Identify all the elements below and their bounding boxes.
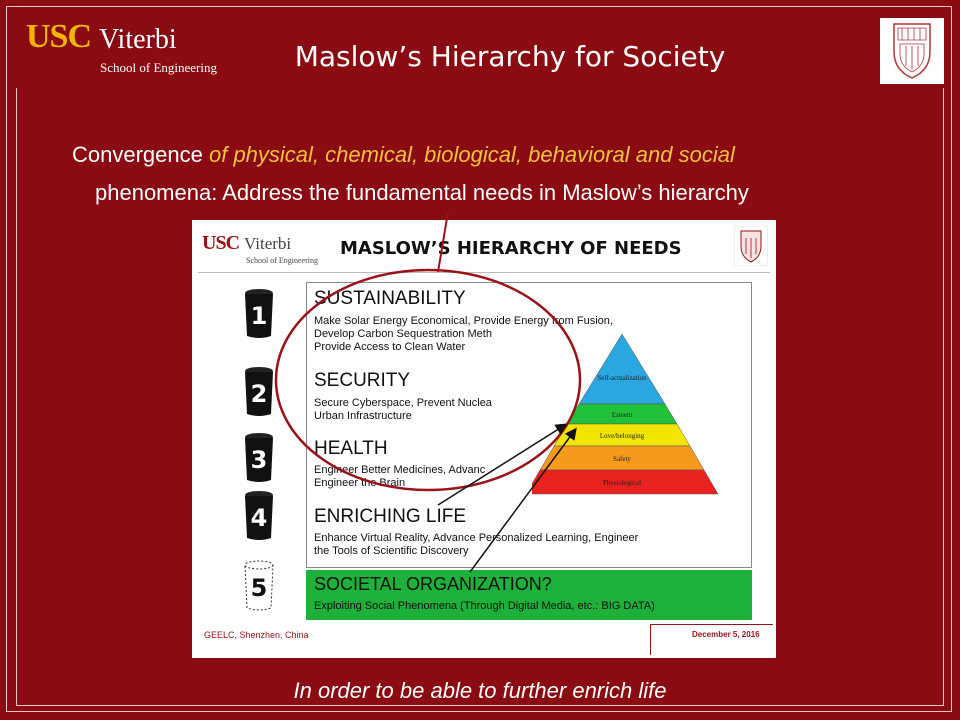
figure-footer-location: GEELC, Shenzhen, China bbox=[204, 630, 309, 640]
figure-viterbi-logo: Viterbi bbox=[244, 234, 292, 253]
intro-line-2: phenomena: Address the fundamental needs in Maslow’s hierarchy bbox=[95, 180, 749, 205]
pyramid-label: Esteem bbox=[611, 411, 633, 419]
section-heading-health: HEALTH bbox=[314, 438, 388, 459]
bucket-number: 5 bbox=[250, 574, 268, 602]
pointer-line bbox=[438, 212, 448, 272]
arrow-enriching-life bbox=[438, 425, 565, 505]
bucket-number: 4 bbox=[250, 504, 268, 532]
figure-school-subtitle: School of Engineering bbox=[246, 256, 318, 265]
viterbi-logo-text: Viterbi bbox=[99, 24, 177, 55]
societal-heading: SOCIETAL ORGANIZATION? bbox=[314, 574, 552, 594]
section-line: Engineer Better Medicines, Advanc bbox=[314, 464, 486, 476]
bucket-number: 2 bbox=[250, 380, 268, 408]
slide-title: Maslow’s Hierarchy for Society bbox=[294, 40, 726, 73]
section-line: Make Solar Energy Economical, Provide Energy from Fusion, bbox=[314, 315, 613, 327]
figure-usc-logo: USC bbox=[202, 232, 240, 254]
section-line: Develop Carbon Sequestration Meth bbox=[314, 328, 492, 340]
bucket-number: 1 bbox=[250, 302, 268, 330]
bucket-number: 3 bbox=[250, 446, 268, 474]
section-heading-security: SECURITY bbox=[314, 370, 411, 391]
intro-lead: Convergence bbox=[72, 142, 209, 167]
figure-footer-date: December 5, 2016 bbox=[692, 630, 760, 639]
pyramid-label: Safety bbox=[613, 455, 631, 463]
section-heading-sustainability: SUSTAINABILITY bbox=[314, 288, 466, 309]
section-line: the Tools of Scientific Discovery bbox=[314, 545, 469, 557]
highlight-ellipse bbox=[276, 270, 580, 490]
section-line: Enhance Virtual Reality, Advance Personalized Learning, Engineer bbox=[314, 532, 639, 544]
pyramid-label: Physiological bbox=[602, 479, 642, 487]
pyramid-label: Love/belonging bbox=[599, 432, 645, 440]
section-heading-enriching-life: ENRICHING LIFE bbox=[314, 506, 467, 527]
school-subtitle: School of Engineering bbox=[100, 60, 217, 75]
pyramid-label: Self-actualization bbox=[597, 374, 647, 382]
section-line: Secure Cyberspace, Prevent Nuclea bbox=[314, 397, 492, 409]
section-line: Provide Access to Clean Water bbox=[314, 341, 466, 353]
figure-title: MASLOW’S HIERARCHY OF NEEDS bbox=[340, 238, 682, 259]
usc-logo-text: USC bbox=[26, 18, 92, 55]
societal-line: Exploiting Social Phenomena (Through Digital Media, etc.: BIG DATA) bbox=[314, 600, 655, 612]
section-line: Urban Infrastructure bbox=[314, 410, 412, 422]
slide-footer: In order to be able to further enrich life bbox=[293, 678, 667, 703]
section-line: Engineer the Brain bbox=[314, 477, 406, 489]
intro-highlight: of physical, chemical, biological, behavioral and social bbox=[208, 142, 735, 167]
